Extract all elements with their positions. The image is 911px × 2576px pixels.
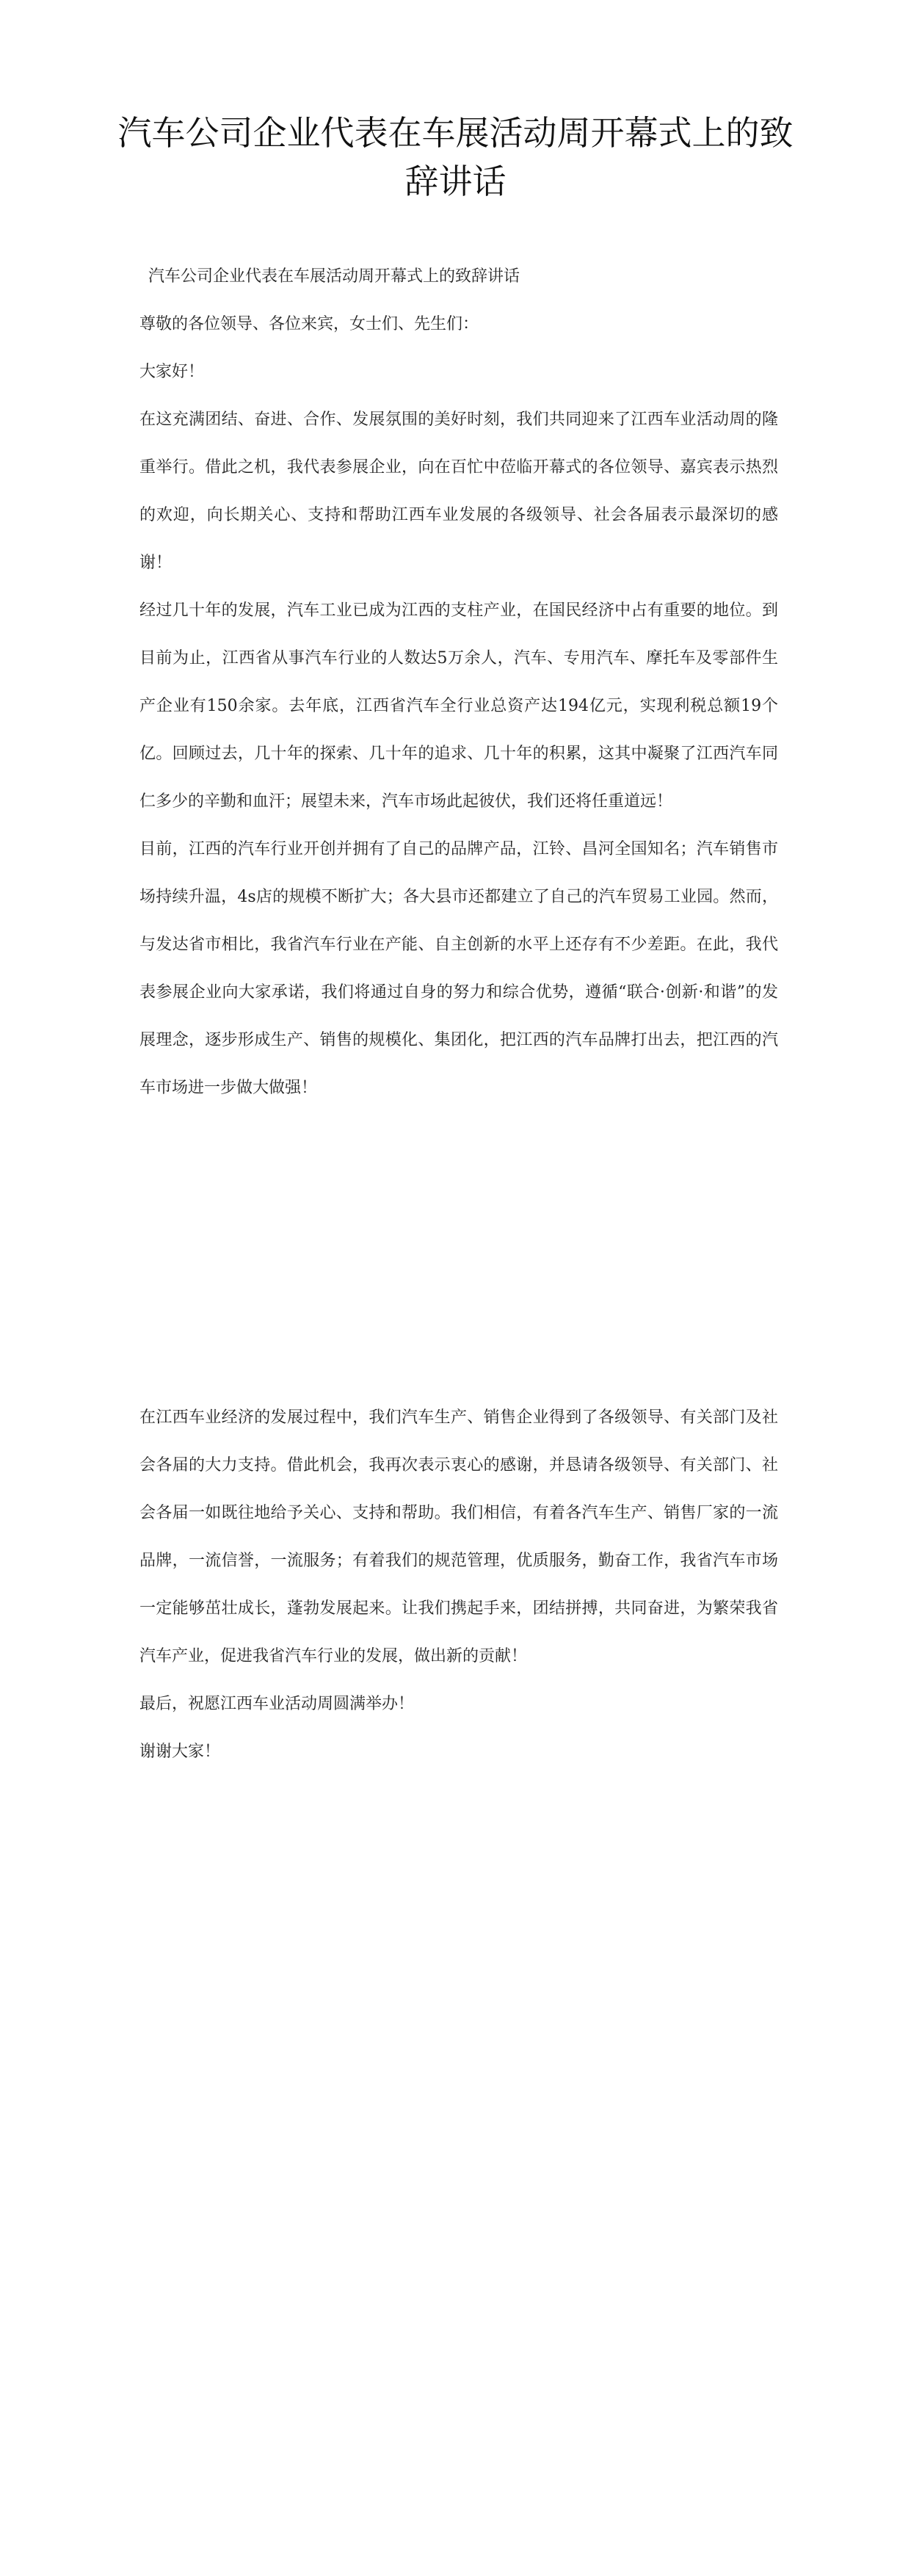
paragraph-industry-development: 经过几十年的发展，汽车工业已成为江西的支柱产业，在国民经济中占有重要的地位。到目前为止，江西省从事汽车行业的人数达5万余人，汽车、专用汽车、摩托车及零部件生产企业有150余家。去年底，江西省汽车全行业总资产达194亿元，实现利税总额19个亿。回顾过去，几十年的探索、几十年的追求、几十年的积累，这其中凝聚了江西汽车同仁多少的辛勤和血汗；展望未来，汽车市场此起彼伏，我们还将任重道远！	[139, 601, 778, 811]
speech-body-part-1	[139, 253, 778, 1112]
paragraph-closing-wish: 最后，祝愿江西车业活动周圆满举办！	[139, 1695, 415, 1713]
paragraph-commitment: 目前，江西的汽车行业开创并拥有了自己的品牌产品，江铃、昌河全国知名；汽车销售市场持续升温，4s店的规模不断扩大；各大县市还都建立了自己的汽车贸易工业园。然而，与发达省市相比，我省汽车行业在产能、自主创新的水平上还存有不少差距。在此，我代表参展企业向大家承诺，我们将通过自身的努力和综合优势，遵循“联合·创新·和谐”的发展理念，逐步形成生产、销售的规模化、集团化，把江西的汽车品牌打出去，把江西的汽车市场进一步做大做强！	[139, 840, 778, 1097]
speech-subtitle: 汽车公司企业代表在车展活动周开幕式上的致辞讲话	[148, 267, 520, 286]
salutation: 尊敬的各位领导、各位来宾，女士们、先生们：	[139, 315, 479, 333]
paragraph-thanks: 谢谢大家！	[139, 1743, 221, 1761]
greeting: 大家好！	[139, 363, 205, 381]
paragraph-welcome: 在这充满团结、奋进、合作、发展氛围的美好时刻，我们共同迎来了江西车业活动周的隆重举行。借此之机，我代表参展企业，向在百忙中莅临开幕式的各位领导、嘉宾表示热烈的欢迎，向长期关心、支持和帮助江西车业发展的各级领导、社会各届表示最深切的感谢！	[139, 410, 778, 572]
paragraph-gratitude: 在江西车业经济的发展过程中，我们汽车生产、销售企业得到了各级领导、有关部门及社会各届的大力支持。借此机会，我再次表示衷心的感谢，并恳请各级领导、有关部门、社会各届一如既往地给予关心、支持和帮助。我们相信，有着各汽车生产、销售厂家的一流品牌，一流信誉，一流服务；有着我们的规范管理，优质服务，勤奋工作，我省汽车市场一定能够茁壮成长，蓬勃发展起来。让我们携起手来，团结拼搏，共同奋进，为繁荣我省汽车产业，促进我省汽车行业的发展，做出新的贡献！	[139, 1408, 778, 1665]
speech-body-part-2	[139, 1394, 778, 1776]
document-title: 汽车公司企业代表在车展活动周开幕式上的致辞讲话	[117, 113, 794, 201]
